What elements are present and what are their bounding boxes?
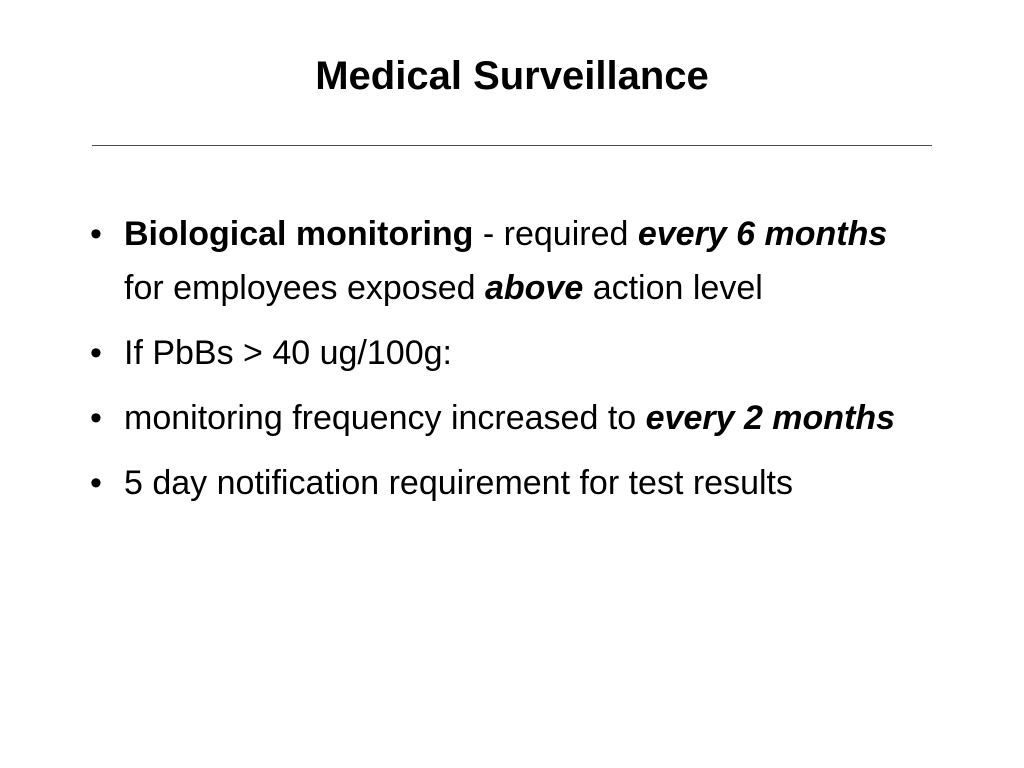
bullet-text: [124, 334, 452, 372]
bullet-dot: •: [90, 464, 102, 502]
slide-title: Medical Surveillance: [315, 54, 709, 98]
bullet-segment: action level: [583, 269, 763, 307]
bullet-item: [84, 326, 924, 380]
bullet-segment: If PbBs > 40 ug/100g:: [124, 334, 452, 372]
bullet-segment: for employees exposed: [124, 269, 485, 307]
bullet-text: [124, 399, 895, 437]
bullet-dot: •: [90, 334, 102, 372]
bullet-segment: - required: [473, 215, 638, 253]
bullet-item: [84, 207, 924, 315]
bullet-segment: Biological monitoring: [124, 215, 474, 253]
bullet-text: [124, 215, 887, 307]
bullet-text: [124, 464, 793, 502]
title-divider: [92, 145, 932, 146]
bullet-segment: every 6 months: [637, 215, 888, 253]
bullet-item: [84, 456, 924, 510]
bullet-dot: •: [90, 215, 102, 253]
bullet-segment: monitoring frequency increased to: [124, 399, 646, 437]
bullet-segment: 5 day notification requirement for test results: [124, 464, 793, 502]
bullet-segment: above: [484, 269, 584, 307]
bullet-dot: •: [90, 399, 102, 437]
bullet-item: [84, 391, 924, 445]
bullet-segment: every 2 months: [645, 399, 896, 437]
bullet-list: [84, 207, 924, 521]
